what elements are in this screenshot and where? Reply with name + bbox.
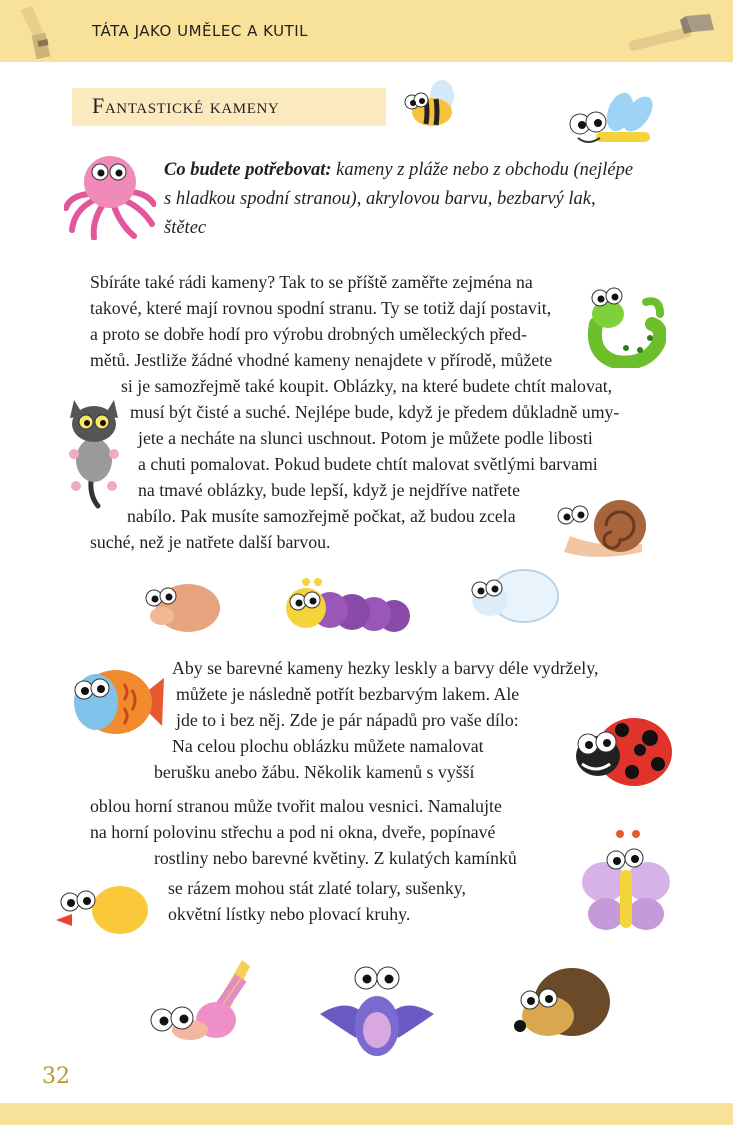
body-line: Aby se barevné kameny hezky leskly a barvy déle vydržely,: [172, 658, 599, 678]
body-line: oblou horní stranou může tvořit malou vesnici. Namalujte: [90, 796, 502, 816]
body-line: nabílo. Pak musíte samozřejmě počkat, až budou zcela: [127, 506, 516, 526]
body-line: na horní polovinu střechu a pod ni okna, dveře, popínavé: [90, 822, 496, 842]
section-title: Fantastické kameny: [92, 93, 280, 118]
body-line: jete a necháte na slunci uschnout. Potom je můžete podle libosti: [138, 428, 593, 448]
materials-needed: [164, 156, 634, 243]
ladybug-icon: [568, 708, 676, 794]
body-line: berušku anebo žábu. Několik kamenů s vyšší: [154, 762, 475, 782]
materials-text: kameny z pláže nebo z obchodu (nejlépe s hladkou spodní stranou), akrylovou barvu, bezbarvý lak, štětec: [164, 160, 634, 238]
body-line: okvětní lístky nebo plovací kruhy.: [168, 904, 411, 924]
hermit-crab-icon: [146, 956, 250, 1046]
body-line: na tmavé oblázky, bude lepší, když je nejdříve natřete: [138, 480, 520, 500]
running-header: TÁTA JAKO UMĚLEC A KUTIL: [92, 22, 308, 40]
body-line: rostliny nebo barevné květiny. Z kulatých kamínků: [154, 848, 517, 868]
body-line: Na celou plochu oblázku můžete namalovat: [172, 736, 484, 756]
body-line: a proto se dobře hodí pro výrobu drobných uměleckých před-: [90, 324, 527, 344]
page-number: 32: [42, 1064, 70, 1089]
snail-icon: [556, 496, 650, 562]
materials-label: Co budete potřebovat:: [164, 160, 332, 180]
cat-icon: [62, 394, 126, 512]
body-line: jde to i bez něj. Zde je pár nápadů pro vaše dílo:: [176, 710, 519, 730]
body-line: musí být čisté a suché. Nejlépe bude, když je předem důkladně umy-: [130, 402, 620, 422]
hammer-icon: [626, 10, 716, 56]
fish-icon: [66, 660, 166, 746]
body-line: Sbíráte také rádi kameny? Tak to se příště zaměřte zejména na: [90, 272, 533, 292]
pig-icon: [142, 578, 224, 636]
octopus-icon: [64, 150, 156, 240]
sheep-icon: [464, 564, 564, 632]
body-line: a chuti pomalovat. Pokud budete chtít malovat světlými barvami: [138, 454, 598, 474]
body-line: mětů. Jestliže žádné vhodné kameny nenajdete v přírodě, můžete: [90, 350, 553, 370]
butterfly-icon: [580, 826, 672, 938]
body-line: si je samozřejmě také koupit. Oblázky, na které budete chtít malovat,: [121, 376, 613, 396]
body-line: můžete je následně potřít bezbarvým lakem. Ale: [176, 684, 520, 704]
lizard-icon: [586, 284, 666, 368]
body-line: takové, které mají rovnou spodní stranu. Ty se totiž dají postavit,: [90, 298, 552, 318]
bee-icon: [398, 76, 460, 134]
body-line: suché, než je natřete další barvou.: [90, 532, 331, 552]
hedgehog-icon: [508, 960, 612, 1046]
body-line: se rázem mohou stát zlaté tolary, sušenky,: [168, 878, 466, 898]
caterpillar-icon: [278, 576, 414, 640]
bat-icon: [316, 958, 438, 1066]
dragonfly-icon: [566, 92, 658, 158]
brush-icon: [14, 4, 58, 60]
chick-icon: [54, 880, 154, 942]
footer-band: [0, 1103, 733, 1125]
